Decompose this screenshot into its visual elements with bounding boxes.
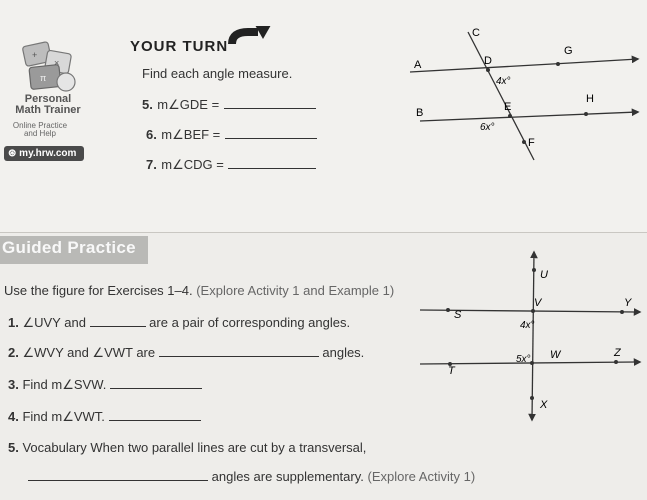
guided-intro-reference: (Explore Activity 1 and Example 1) — [196, 283, 395, 298]
guided-practice-title: Guided Practice — [2, 238, 136, 257]
point-g — [556, 62, 560, 66]
answer-blank[interactable] — [228, 156, 316, 169]
item-text: ∠UVY and — [22, 315, 86, 330]
item-number: 1. — [8, 315, 19, 330]
your-turn-figure — [400, 20, 647, 180]
label-w: W — [550, 349, 561, 361]
site-link[interactable] — [4, 146, 84, 161]
guided-item-5 — [8, 440, 366, 455]
section-divider — [0, 232, 647, 233]
label-z: Z — [614, 347, 621, 359]
guided-practice-figure — [420, 248, 647, 428]
answer-blank[interactable] — [110, 376, 202, 389]
angle-label-top: 4x° — [496, 76, 511, 87]
exercise-prompt: m∠CDG = — [161, 157, 224, 172]
answer-blank[interactable] — [159, 344, 319, 357]
guided-intro — [4, 283, 394, 298]
label-t: T — [448, 365, 455, 377]
item-number: 3. — [8, 377, 19, 392]
exercise-5 — [142, 96, 316, 114]
exercise-prompt: m∠GDE = — [157, 97, 220, 112]
item-text: angles are supplementary. — [211, 469, 364, 484]
guided-item-1 — [8, 314, 350, 331]
item-number: 5. — [8, 440, 19, 455]
point-h — [584, 112, 588, 116]
label-x: X — [540, 399, 548, 411]
item-text-after: are a pair of corresponding angles. — [149, 315, 351, 330]
point-z — [614, 360, 618, 364]
point-y — [620, 310, 624, 314]
logo-title-line-1: Personal — [24, 93, 72, 105]
point-x — [530, 396, 534, 400]
point-d — [486, 68, 490, 72]
label-a: A — [414, 59, 422, 71]
site-link-text: my.hrw.com — [19, 148, 77, 159]
label-d: D — [484, 55, 492, 67]
exercise-number: 7. — [146, 157, 157, 172]
angle-label-top: 4x° — [520, 320, 535, 331]
exercise-7 — [146, 156, 316, 174]
exercise-number: 6. — [146, 127, 157, 142]
label-u: U — [540, 269, 548, 281]
exercise-prompt: m∠BEF = — [161, 127, 221, 142]
logo-title-line-2: Math Trainer — [15, 104, 81, 116]
logo-subtitle — [12, 122, 68, 138]
parallel-line-bottom — [420, 112, 638, 121]
item-text: Vocabulary When two parallel lines are cut by a transversal, — [22, 440, 367, 455]
svg-text:×: × — [54, 58, 60, 68]
item-reference: (Explore Activity 1) — [367, 469, 476, 484]
item-text: ∠WVY and ∠VWT are — [22, 345, 156, 360]
transversal-line — [532, 252, 534, 420]
point-e — [508, 114, 512, 118]
answer-blank[interactable] — [28, 468, 208, 481]
logo-title — [8, 94, 88, 116]
svg-text:+: + — [32, 50, 38, 60]
guided-item-3 — [8, 376, 202, 393]
label-s: S — [454, 309, 462, 321]
globe-icon: ⊛ — [8, 148, 17, 159]
label-e: E — [504, 101, 512, 113]
point-w — [530, 361, 534, 365]
item-text-after: angles. — [322, 345, 365, 360]
exercise-number: 5. — [142, 97, 153, 112]
answer-blank[interactable] — [109, 408, 201, 421]
exercise-6 — [146, 126, 317, 144]
svg-text:π: π — [40, 73, 47, 83]
point-s — [446, 308, 450, 312]
answer-blank[interactable] — [90, 314, 146, 327]
label-y: Y — [624, 297, 632, 309]
math-trainer-logo-icon — [16, 38, 86, 96]
item-number: 4. — [8, 409, 19, 424]
label-g: G — [564, 45, 573, 57]
guided-item-4 — [8, 408, 201, 425]
point-f — [522, 140, 526, 144]
angle-label-bottom: 6x° — [480, 122, 495, 133]
label-f: F — [528, 137, 535, 149]
item-number: 2. — [8, 345, 19, 360]
point-u — [532, 268, 536, 272]
item-text: Find m∠VWT. — [22, 409, 105, 424]
your-turn-title: YOUR TURN — [130, 38, 229, 55]
guided-item-5-continued — [28, 468, 475, 484]
curved-arrow-icon — [228, 26, 276, 62]
instruction-text: Find each angle measure. — [142, 66, 293, 81]
label-v: V — [534, 297, 542, 309]
logo-subtitle-line-2: and Help — [23, 129, 57, 138]
guided-intro-text: Use the figure for Exercises 1–4. — [4, 283, 193, 298]
parallel-line-top-arrow — [570, 59, 638, 63]
logo-subtitle-line-1: Online Practice — [12, 121, 68, 130]
angle-label-bottom: 5x° — [516, 354, 531, 365]
guided-item-2 — [8, 344, 364, 361]
answer-blank[interactable] — [225, 126, 317, 139]
label-c: C — [472, 27, 480, 39]
item-text: Find m∠SVW. — [22, 377, 107, 392]
parallel-line-top — [420, 310, 640, 312]
answer-blank[interactable] — [224, 96, 316, 109]
label-h: H — [586, 93, 594, 105]
label-b: B — [416, 107, 424, 119]
point-v — [531, 309, 535, 313]
